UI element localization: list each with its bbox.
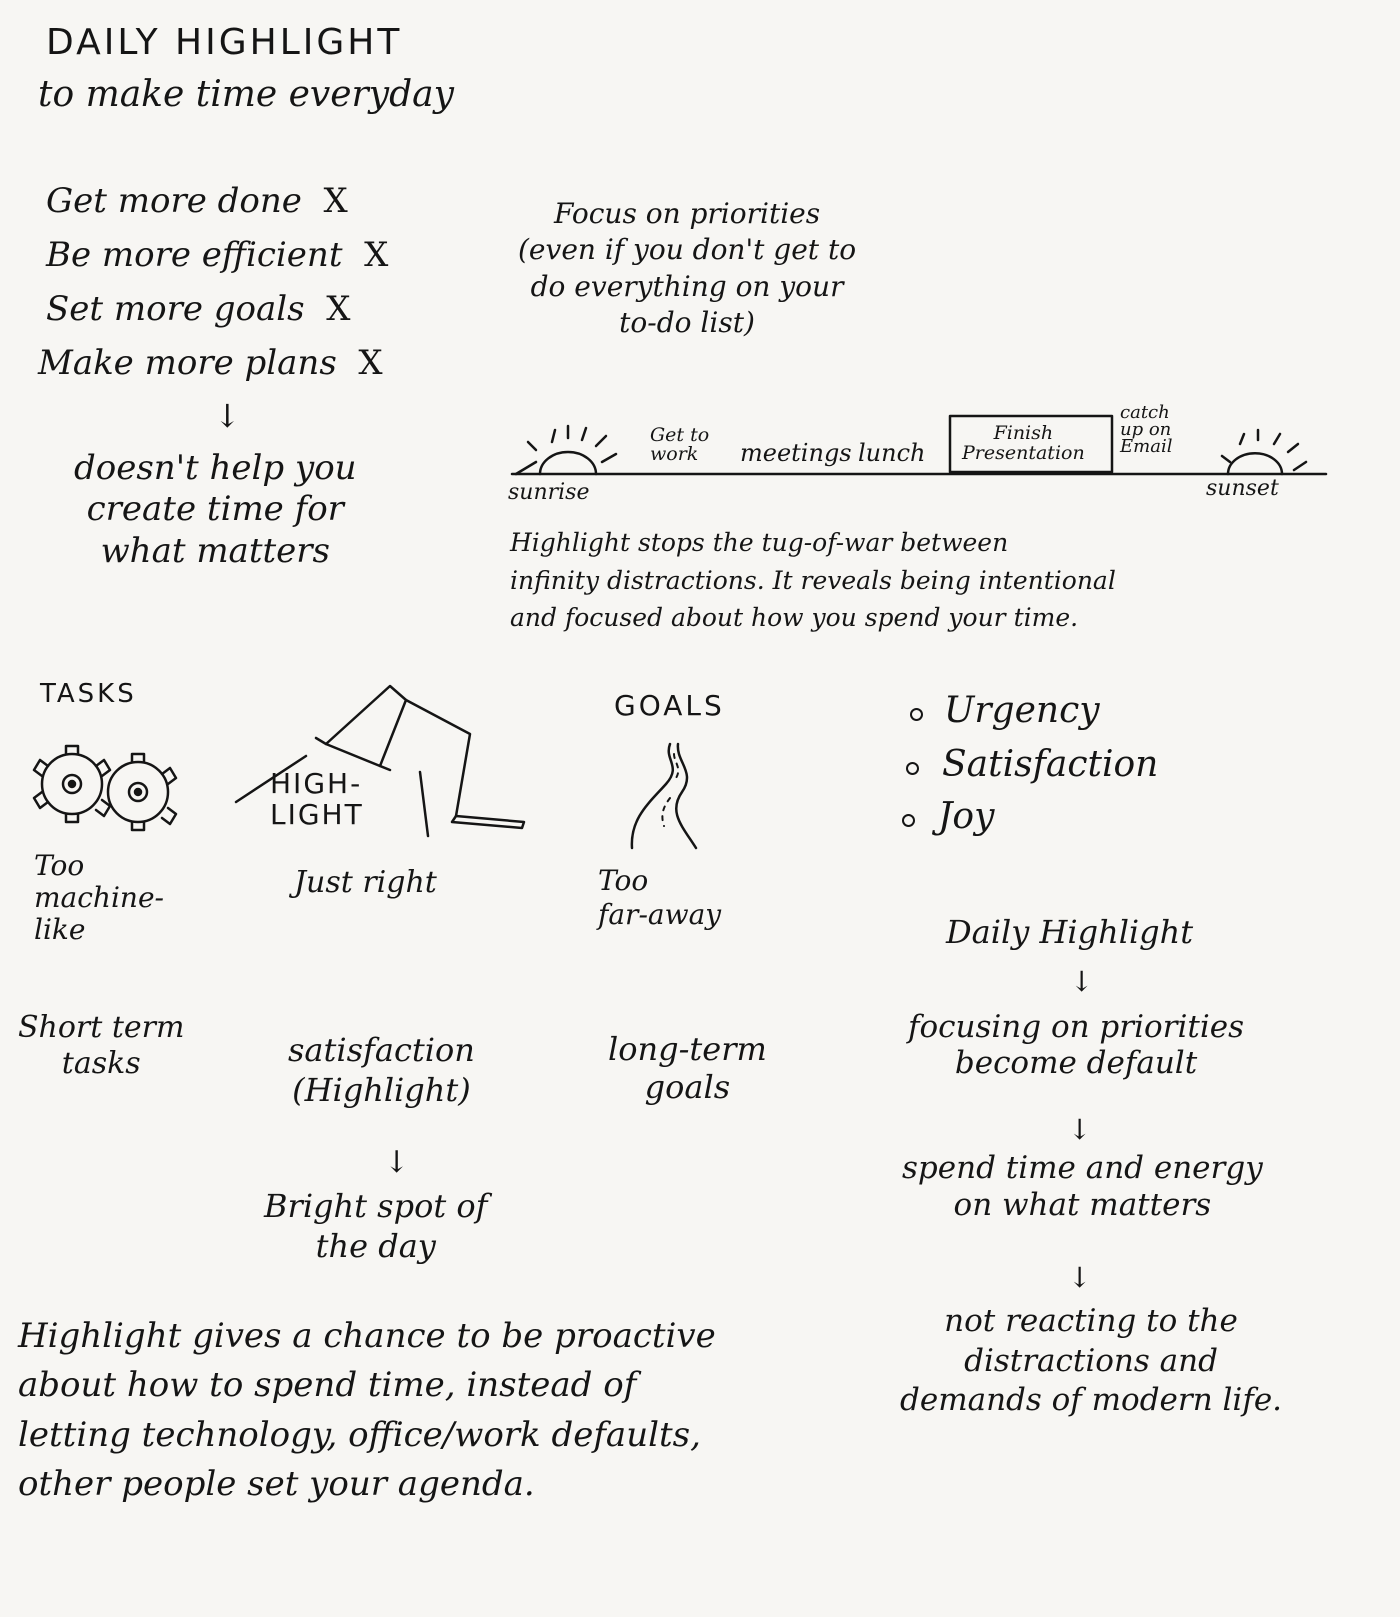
down-arrow-icon: ↓	[1068, 1113, 1092, 1146]
timeline-sunrise: sunrise	[508, 480, 590, 505]
flow-step: spend time and energy on what matters	[902, 1150, 1263, 1224]
down-arrow-icon: ↓	[384, 1145, 410, 1180]
lamp-result: Bright spot of the day	[264, 1187, 488, 1265]
criteria-item: Satisfaction	[942, 744, 1159, 785]
highlight-note: Highlight stops the tug-of-war between infinity distractions. It reveals being intentional and focused about how you spend your time.	[510, 528, 1116, 632]
winding-road-icon	[620, 740, 710, 852]
tasks-term: Short term tasks	[18, 1010, 185, 1081]
timeline-event: meetings	[740, 439, 852, 467]
cross-mark: X	[358, 343, 383, 383]
gears-icon	[26, 738, 186, 834]
myth-item: Get more done X	[46, 181, 348, 221]
timeline-event: catch up on Email	[1120, 402, 1173, 458]
goals-label: GOALS	[614, 689, 725, 722]
myth-item: Make more plans X	[38, 343, 383, 383]
tasks-label: TASKS	[40, 679, 137, 709]
cross-mark: X	[323, 181, 348, 221]
page-title: DAILY HIGHLIGHT	[46, 22, 403, 63]
down-arrow-icon: ↓	[1070, 965, 1094, 998]
bullet-icon	[910, 708, 923, 721]
goals-caption: Too far-away	[598, 864, 722, 931]
timeline-event-highlight: Finish Presentation	[962, 422, 1085, 464]
bullet-icon	[902, 814, 915, 827]
bottom-note: Highlight gives a chance to be proactive about how to spend time, instead of letting technology, office/work defaults, other people set your agenda.	[18, 1316, 716, 1504]
sunset-icon	[1218, 430, 1318, 480]
myth-item: Set more goals X	[46, 289, 351, 329]
tasks-caption: Too machine- like	[34, 849, 164, 947]
myth-item: Be more efficient X	[46, 235, 389, 275]
timeline-sunset: sunset	[1206, 476, 1279, 501]
cross-mark: X	[326, 289, 351, 329]
goals-term: long-term goals	[608, 1030, 767, 1107]
myth-result: doesn't help you create time for what matters	[74, 448, 357, 571]
down-arrow-icon: ↓	[1068, 1261, 1092, 1294]
flow-step: not reacting to the distractions and demands of modern life.	[900, 1303, 1283, 1419]
flow-step: Daily Highlight	[946, 913, 1194, 951]
criteria-item: Urgency	[944, 690, 1100, 731]
flow-step: focusing on priorities become default	[908, 1009, 1245, 1081]
criteria-item: Joy	[938, 796, 995, 837]
focus-note: Focus on priorities (even if you don't get to do everything on your to-do list)	[518, 197, 857, 340]
timeline-event: lunch	[858, 439, 926, 467]
page-subtitle: to make time everyday	[38, 74, 454, 115]
lamp-caption: Just right	[294, 865, 437, 900]
bullet-icon	[906, 762, 919, 775]
timeline-event: Get to work	[650, 424, 710, 465]
down-arrow-icon: ↓	[214, 397, 241, 435]
lamp-label: HIGH- LIGHT	[270, 767, 364, 832]
lamp-term: satisfaction (Highlight)	[288, 1031, 475, 1109]
cross-mark: X	[364, 235, 389, 275]
